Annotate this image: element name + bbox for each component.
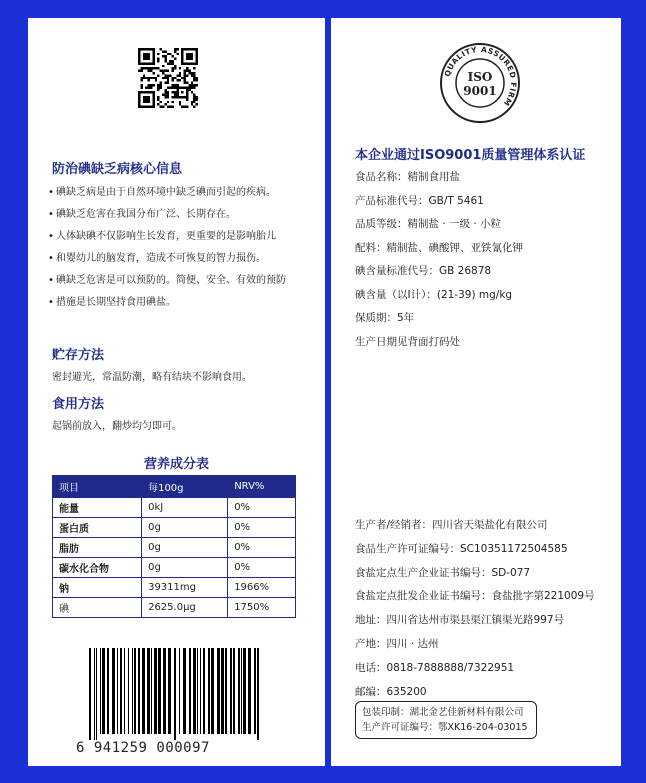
col-header-per100g: 每100g	[142, 476, 228, 498]
nutrient-name: 脂肪	[53, 538, 142, 558]
packaging-printer-box	[355, 701, 537, 739]
nutrient-name: 碘	[53, 598, 142, 618]
nutrient-nrv: 0%	[228, 538, 296, 558]
iso-ring-text: QUALITY ASSURED FIRM	[442, 44, 519, 108]
maker-line: 食品生产许可证编号：SC10351172504585	[355, 542, 568, 555]
spec-line: 品质等级：精制盐 · 一级 · 小粒	[355, 218, 502, 230]
spec-line: 保质期：5年	[355, 312, 415, 324]
nutrient-amount: 2625.0μg	[142, 598, 228, 618]
nutrient-nrv: 0%	[228, 558, 296, 578]
col-header-nrv: NRV%	[228, 476, 296, 498]
printer-name: 包装印制：湖北金艺佳新材料有限公司	[362, 707, 524, 718]
list-item: • 碘缺乏危害是可以预防的。简便、安全、有效的预防	[48, 270, 320, 292]
iso-cert-title: 本企业通过ISO9001质量管理体系认证	[355, 148, 586, 163]
spec-line: 生产日期见背面打码处	[355, 335, 460, 348]
usage-text: 起锅前放入，翻炒均匀即可。	[52, 421, 182, 432]
nutrient-nrv: 1750%	[228, 598, 296, 618]
iso-number: 9001	[463, 84, 497, 98]
maker-line: 电话：0818-7888888/7322951	[355, 661, 515, 674]
barcode-number: 6 941259 000097	[76, 740, 210, 756]
table-row	[53, 518, 296, 538]
nutrient-nrv: 0%	[228, 518, 296, 538]
printer-license: 生产许可证编号：鄂XK16-204-03015	[362, 722, 528, 733]
right-label-panel	[331, 18, 621, 766]
nutrient-name: 能量	[53, 498, 142, 518]
usage-title: 食用方法	[52, 397, 105, 412]
table-row	[53, 498, 296, 518]
spec-line: 碘含量（以I计）：(21-39) mg/kg	[355, 288, 513, 301]
spec-line: 食品名称：精制食用盐	[355, 171, 460, 183]
storage-text: 密封避光，常温防潮，略有结块不影响食用。	[52, 372, 252, 383]
product-specs	[355, 166, 617, 354]
nutrient-nrv: 1966%	[228, 578, 296, 598]
col-header-item: 项目	[53, 476, 142, 498]
nutrient-nrv: 0%	[228, 498, 296, 518]
nutrient-amount: 0g	[142, 538, 228, 558]
maker-line: 邮编：635200	[355, 685, 427, 698]
iso-9001-seal	[439, 42, 521, 124]
list-item: • 人体缺碘不仅影响生长发育，更重要的是影响胎儿	[48, 226, 320, 248]
spec-line: 配料：精制盐、碘酸钾、亚铁氰化钾	[355, 241, 523, 254]
list-item: • 碘缺乏病是由于自然环境中缺乏碘而引起的疾病。	[48, 182, 320, 204]
table-row	[53, 538, 296, 558]
maker-line: 地址：四川省达州市渠县渠江镇渠光路997号	[355, 614, 565, 627]
list-item-continuation: • 措施是长期坚持食用碘盐。	[48, 292, 320, 314]
manufacturer-info	[355, 514, 617, 704]
iso-label: ISO	[467, 70, 493, 84]
nutrient-amount: 39311mg	[142, 578, 228, 598]
list-item-continuation: • 和婴幼儿的脑发育，造成不可恢复的智力损伤。	[48, 248, 320, 270]
nutrition-table	[52, 475, 296, 618]
maker-line: 食盐定点批发企业证书编号：食盐批字第221009号	[355, 590, 595, 603]
nutrient-name: 钠	[53, 578, 142, 598]
nutrition-title: 营养成分表	[143, 457, 209, 472]
nutrient-amount: 0g	[142, 518, 228, 538]
nutrient-amount: 0kJ	[142, 498, 228, 518]
maker-line: 产地：四川 · 达州	[355, 637, 439, 650]
table-row	[53, 598, 296, 618]
left-label-panel	[28, 18, 325, 766]
nutrient-name: 碳水化合物	[53, 558, 142, 578]
qr-code[interactable]	[138, 48, 198, 108]
nutrient-amount: 0g	[142, 558, 228, 578]
list-item: • 碘缺乏危害在我国分布广泛、长期存在。	[48, 204, 320, 226]
maker-line: 食盐定点生产企业证书编号：SD-077	[355, 566, 531, 579]
iodine-info-list	[48, 182, 320, 314]
table-row	[53, 558, 296, 578]
barcode[interactable]	[87, 648, 265, 740]
spec-line: 碘含量标准代号：GB 26878	[355, 265, 492, 277]
table-header-row	[53, 476, 296, 498]
maker-line: 生产者/经销者：四川省天渠盐化有限公司	[355, 519, 548, 531]
spec-line: 产品标准代号：GB/T 5461	[355, 194, 484, 207]
nutrient-name: 蛋白质	[53, 518, 142, 538]
iodine-info-title: 防治碘缺乏病核心信息	[52, 162, 183, 177]
storage-title: 贮存方法	[52, 348, 105, 363]
table-row	[53, 578, 296, 598]
